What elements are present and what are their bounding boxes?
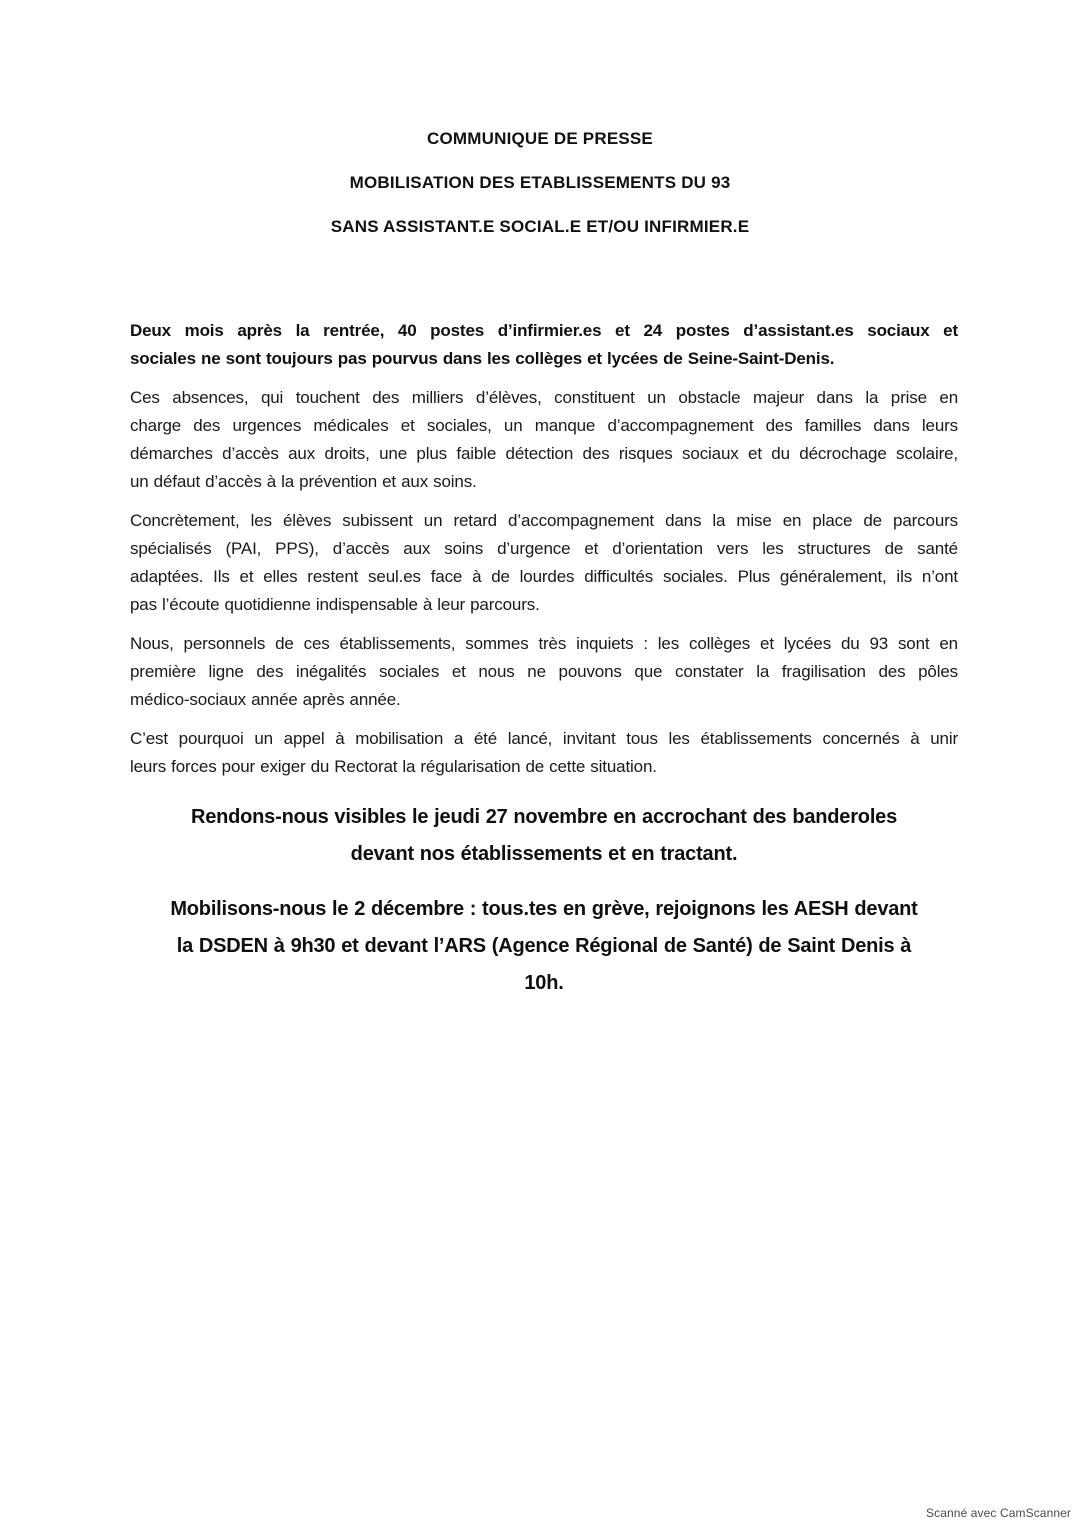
text-line: Rendons-nous visibles le jeudi 27 novembre en accrochant des banderoles [190,806,898,828]
text-line: C’est pourquoi un appel à mobilisation a été lancé, invitant tous les établissements concernés à unir [130,729,958,748]
title-line: MOBILISATION DES ETABLISSEMENTS DU 93 [349,173,731,192]
paragraph [130,317,958,373]
paragraph [130,799,958,873]
paragraph [130,507,958,619]
text-line: première ligne des inégalités sociales et nous ne pouvons que constater la fragilisation des pôles [130,662,958,681]
text-line: sociales ne sont toujours pas pourvus dans les collèges et lycées de Seine-Saint-Denis. [130,349,835,368]
paragraph [130,384,958,496]
text-line: adaptées. Ils et elles restent seul.es face à de lourdes difficultés sociales. Plus généralement, ils n’ont [130,567,958,586]
paragraph [130,891,958,1002]
text-line: médico-sociaux année après année. [130,690,401,709]
title-line: SANS ASSISTANT.E SOCIAL.E ET/OU INFIRMIER.E [330,217,750,236]
text-line: un défaut d’accès à la prévention et aux soins. [130,472,477,491]
paragraph [130,725,958,781]
text-line: charge des urgences médicales et sociales, un manque d’accompagnement des familles dans leurs [130,416,958,435]
text-line: 10h. [524,972,564,994]
text-line: spécialisés (PAI, PPS), d’accès aux soins d’urgence et d’orientation vers les structures de santé [130,539,958,558]
text-line: Ces absences, qui touchent des milliers d’élèves, constituent un obstacle majeur dans la prise en [130,388,958,407]
text-line: la DSDEN à 9h30 et devant l’ARS (Agence Régional de Santé) de Saint Denis à [176,935,912,957]
text-line: Mobilisons-nous le 2 décembre : tous.tes en grève, rejoignons les AESH devant [170,898,918,920]
document-body [130,317,958,1002]
text-line: pas l’écoute quotidienne indispensable à leur parcours. [130,595,540,614]
document-title-block [0,0,1080,249]
text-line: leurs forces pour exiger du Rectorat la régularisation de cette situation. [130,757,657,776]
text-line: Concrètement, les élèves subissent un retard d’accompagnement dans la mise en place de parcours [130,511,958,530]
text-line: Deux mois après la rentrée, 40 postes d’infirmier.es et 24 postes d’assistant.es sociaux et [130,321,958,340]
text-line: démarches d’accès aux droits, une plus faible détection des risques sociaux et du décrochage scolaire, [130,444,958,463]
title-line: COMMUNIQUE DE PRESSE [427,129,653,148]
camscanner-watermark: Scanné avec CamScanner [926,1506,1071,1520]
text-line: Nous, personnels de ces établissements, sommes très inquiets : les collèges et lycées du 93 sont en [130,634,958,653]
paragraph [130,630,958,714]
text-line: devant nos établissements et en tractant. [350,843,738,865]
